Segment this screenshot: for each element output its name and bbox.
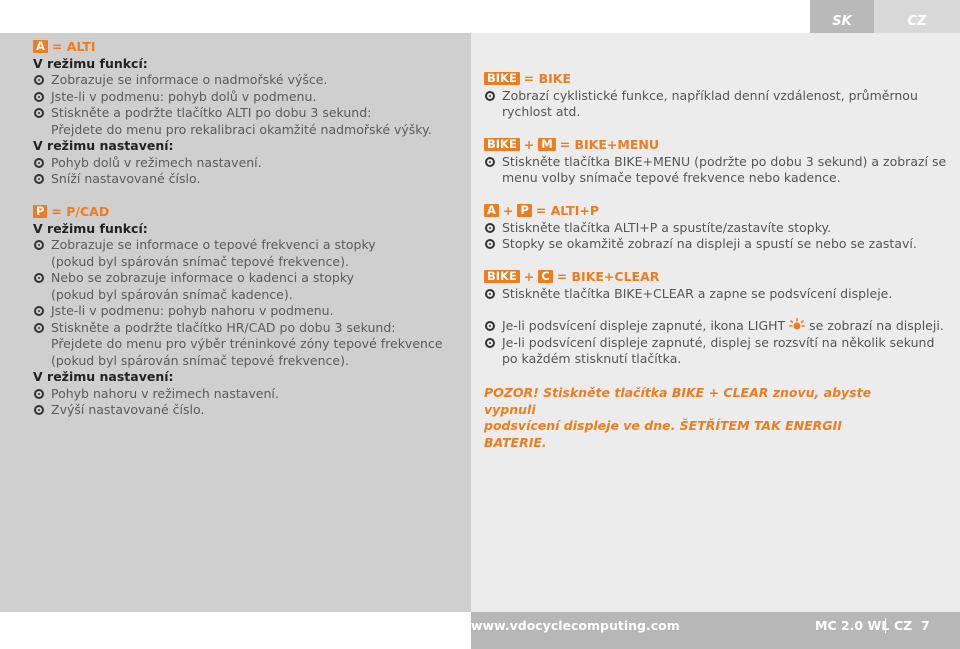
language-tab-cz: CZ: [874, 0, 960, 33]
footer-blank: [0, 612, 471, 649]
bullet-icon: [34, 174, 44, 184]
list-item: Stopky se okamžitě zobrazí na displeji a spustí se nebo se zastaví.: [484, 236, 954, 253]
alti-key-badge: A: [484, 204, 499, 217]
bullet-icon: [485, 321, 495, 331]
alti-key-badge: A: [33, 40, 48, 53]
p-key-badge: P: [33, 205, 47, 218]
bullet-icon: [34, 273, 44, 283]
list-item: Jste-li v podmenu: pohyb nahoru v podmenu.: [33, 303, 463, 320]
list-item: Stiskněte a podržte tlačítko ALTI po dobu 3 sekund: Přejdete do menu pro rekalibraci okamžité nadmořské výšky.: [33, 105, 463, 138]
list-item: Sníží nastavované číslo.: [33, 171, 463, 188]
list-item: Pohyb nahoru v režimech nastavení.: [33, 386, 463, 403]
bullet-icon: [34, 108, 44, 118]
pcad-mode-settings-heading: V režimu nastavení:: [33, 369, 174, 384]
bullet-icon: [485, 157, 495, 167]
list-item: Stiskněte tlačítka BIKE+MENU (podržte po dobu 3 sekund) a zobrazí se menu volby snímače tepové frekvence nebo kadence.: [484, 154, 954, 187]
list-item: Zvýší nastavované číslo.: [33, 402, 463, 419]
alti-p-title: = ALTI+P: [535, 203, 599, 218]
bike-title: = BIKE: [523, 71, 572, 86]
warning-note: POZOR! Stiskněte tlačítka BIKE + CLEAR znovu, abyste vypnuli podsvícení displeje ve dne. ŠETŘÍTEM TAK ENERGII BATERIE.: [484, 385, 872, 450]
list-item: Zobrazí cyklistické funkce, například denní vzdálenost, průměrnou rychlost atd.: [484, 88, 954, 121]
footer-model: MC 2.0 WL: [815, 618, 890, 633]
bike-section: [484, 71, 954, 121]
right-column: [471, 33, 960, 612]
bullet-icon: [34, 158, 44, 168]
footer-language: CZ: [885, 618, 912, 633]
c-key-badge: C: [538, 270, 552, 283]
list-item: Stiskněte tlačítka BIKE+CLEAR a zapne se podsvícení displeje.: [484, 286, 954, 303]
list-item: Stiskněte a podržte tlačítko HR/CAD po dobu 3 sekund: Přejdete do menu pro výběr tréninkové zóny tepové frekvence (pokud byl spárován snímač tepové frekvence).: [33, 320, 463, 370]
bullet-icon: [34, 75, 44, 85]
alti-mode-settings-heading: V režimu nastavení:: [33, 138, 174, 153]
p-key-badge: P: [517, 204, 531, 217]
bullet-icon: [34, 405, 44, 415]
bullet-icon: [485, 289, 495, 299]
bullet-icon: [34, 323, 44, 333]
list-item: Nebo se zobrazuje informace o kadenci a stopky (pokud byl spárován snímač kadence).: [33, 270, 463, 303]
bullet-icon: [485, 223, 495, 233]
list-item: Jste-li v podmenu: pohyb dolů v podmenu.: [33, 89, 463, 106]
light-icon: [789, 318, 805, 332]
list-item: Je-li podsvícení displeje zapnuté, ikona LIGHT se zobrazí na displeji.: [484, 318, 954, 335]
list-item: Zobrazuje se informace o tepové frekvenci a stopky (pokud byl spárován snímač tepové frekvence).: [33, 237, 463, 270]
bike-key-badge: BIKE: [484, 138, 520, 151]
footer-url: www.vdocyclecomputing.com: [471, 618, 680, 633]
pcad-mode-function-heading: V režimu funkcí:: [33, 220, 148, 236]
list-item: Stiskněte tlačítka ALTI+P a spustíte/zastavíte stopky.: [484, 220, 954, 237]
list-item: Je-li podsvícení displeje zapnuté, displej se rozsvítí na několik sekund po každém stisknutí tlačítka.: [484, 335, 954, 368]
page-footer: [471, 612, 960, 649]
bullet-icon: [485, 239, 495, 249]
bike-menu-section: BIKE + M = BIKE+MENU Stiskněte tlačítka BIKE+MENU (podržte po dobu 3 sekund) a zobrazí se menu volby snímače tepové frekvence nebo kadence.: [484, 137, 954, 187]
alti-title: = ALTI: [51, 39, 96, 54]
bike-clear-section: BIKE + C = BIKE+CLEAR Stiskněte tlačítka BIKE+CLEAR a zapne se podsvícení displeje. Je-li podsvícení displeje zapnuté, ikona LIGHT se zobrazí na displeji. Je-li podsvícení displeje zapnuté, displej se rozsvítí na několik sekund po každém stisknutí tlačítka.: [484, 269, 954, 368]
pcad-title: = P/CAD: [51, 204, 110, 219]
bullet-icon: [34, 306, 44, 316]
bullet-icon: [34, 92, 44, 102]
bike-key-badge: BIKE: [484, 72, 520, 85]
language-tab-sk: SK: [810, 0, 874, 33]
alti-section: [33, 39, 463, 188]
page-number: 7: [921, 618, 930, 633]
pcad-section: [33, 204, 463, 419]
alti-mode-function-heading: V režimu funkcí:: [33, 55, 148, 71]
bike-menu-title: = BIKE+MENU: [559, 137, 659, 152]
bike-key-badge: BIKE: [484, 270, 520, 283]
m-key-badge: M: [538, 138, 555, 151]
left-column: [0, 33, 471, 612]
bullet-icon: [34, 389, 44, 399]
alti-p-section: A + P = ALTI+P Stiskněte tlačítka ALTI+P a spustíte/zastavíte stopky. Stopky se okamžitě zobrazí na displeji a spustí se nebo se zastaví.: [484, 203, 954, 253]
list-item: Zobrazuje se informace o nadmořské výšce.: [33, 72, 463, 89]
list-item: Pohyb dolů v režimech nastavení.: [33, 155, 463, 172]
bullet-icon: [485, 91, 495, 101]
bullet-icon: [34, 240, 44, 250]
bullet-icon: [485, 338, 495, 348]
bike-clear-title: = BIKE+CLEAR: [556, 269, 660, 284]
